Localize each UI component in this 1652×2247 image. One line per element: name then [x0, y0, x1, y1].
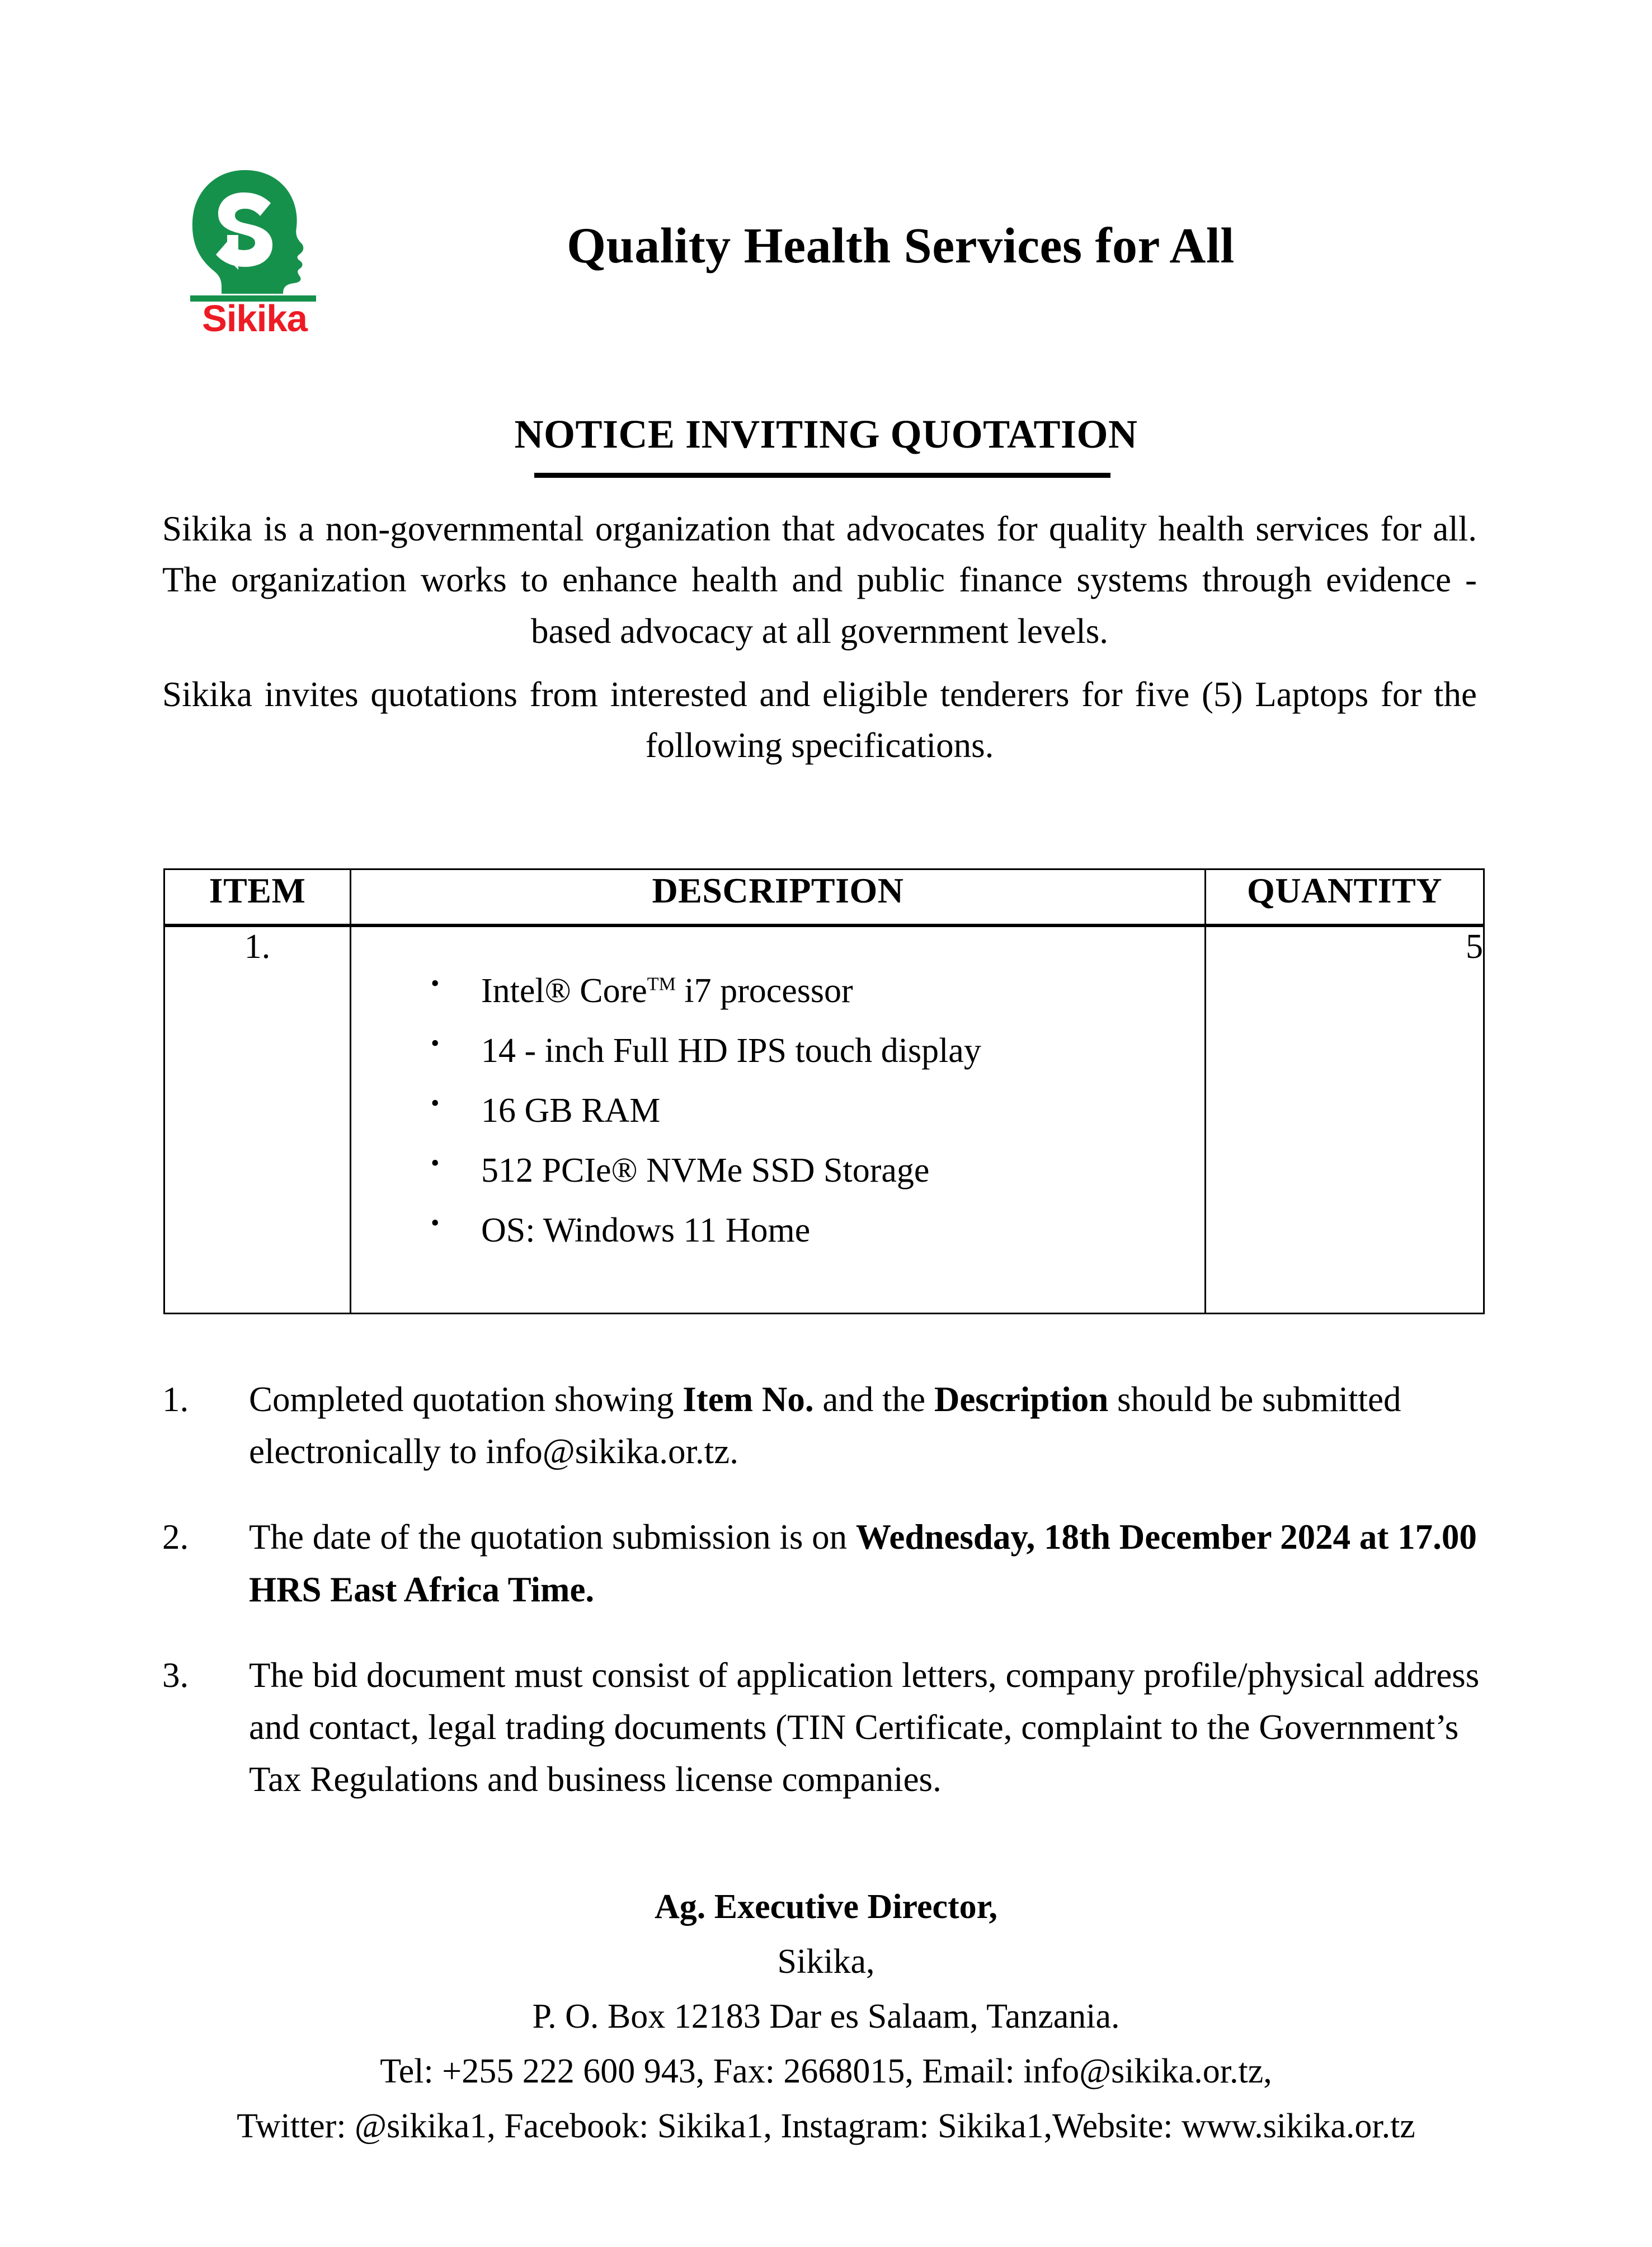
clause-number: 3.	[162, 1655, 189, 1695]
intro-section	[162, 504, 1477, 784]
spec-list-item: • 512 PCIe® NVMe SSD Storage	[351, 1145, 1204, 1197]
signature-line: Sikika,	[777, 1942, 875, 1981]
table-body	[164, 925, 1484, 1314]
clause-emphasis: Item No.	[683, 1380, 814, 1419]
signature-line: P. O. Box 12183 Dar es Salaam, Tanzania.	[532, 1997, 1120, 2036]
cell-quantity: 5	[1206, 925, 1484, 1314]
bullet-icon: •	[431, 970, 440, 997]
column-header-item: ITEM	[164, 869, 351, 926]
column-header-quantity: QUANTITY	[1206, 869, 1484, 926]
clause-emphasis: Wednesday, 18th December 2024 at 17.00 HRS East Africa Time.	[249, 1517, 1477, 1609]
spec-list-item: • OS: Windows 11 Home	[351, 1205, 1204, 1257]
bullet-icon: •	[431, 1149, 440, 1177]
signature-line: Twitter: @sikika1, Facebook: Sikika1, Instagram: Sikika1,Website: www.sikika.or.tz	[237, 2107, 1415, 2145]
cell-item-number: 1.	[164, 925, 351, 1314]
clause-list	[162, 1374, 1482, 1840]
logo-wordmark: Sikika	[202, 298, 307, 340]
trademark-superscript: TM	[647, 974, 676, 995]
clause-item	[162, 1511, 1482, 1615]
notice-heading: NOTICE INVITING QUOTATION	[514, 412, 1138, 457]
table-row	[164, 925, 1484, 1314]
spec-list-item: • Intel® Core™ i7 processor	[351, 965, 1204, 1017]
page-title: Quality Health Services for All	[567, 218, 1235, 274]
table-header-row	[164, 869, 1484, 926]
document-header	[0, 0, 1652, 369]
intro-paragraph-1: Sikika is a non-governmental organization that advocates for quality health services for all. The organization works to enhance health and public finance systems through evidence - based advocacy at all government levels.	[162, 509, 1477, 651]
column-header-description: DESCRIPTION	[351, 869, 1206, 926]
bullet-icon: •	[431, 1030, 440, 1057]
clause-text: Completed quotation showing	[249, 1380, 683, 1419]
bullet-icon: •	[431, 1089, 440, 1117]
cell-description	[351, 925, 1206, 1314]
signature-block	[0, 1880, 1652, 2154]
table-head	[164, 869, 1484, 926]
specification-table	[163, 868, 1485, 1314]
bullet-icon: •	[431, 1209, 440, 1237]
clause-text: and the	[813, 1380, 934, 1419]
signature-line: Tel: +255 222 600 943, Fax: 2668015, Email: info@sikika.or.tz,	[380, 2052, 1272, 2090]
spec-list-item: • 14 - inch Full HD IPS touch display	[351, 1025, 1204, 1077]
clause-item	[162, 1374, 1482, 1478]
spec-bullet-list	[351, 965, 1204, 1313]
clause-emphasis: Description	[934, 1380, 1109, 1419]
clause-number: 2.	[162, 1517, 189, 1557]
spec-list-item: • 16 GB RAM	[351, 1085, 1204, 1137]
clause-text: The bid document must consist of application letters, company profile/physical address and contact, legal trading documents (TIN Certificate, complaint to the Government’s Tax Regulations and business license companies.	[249, 1655, 1480, 1799]
clause-number: 1.	[162, 1380, 189, 1419]
clause-item	[162, 1649, 1482, 1806]
signature-line: Ag. Executive Director,	[655, 1888, 997, 1926]
clause-text: The date of the quotation submission is on	[249, 1517, 856, 1557]
clause-text: should be submitted electronically to info@sikika.or.tz.	[249, 1380, 1401, 1472]
notice-heading-underline	[534, 473, 1110, 478]
intro-paragraph-2: Sikika invites quotations from interested and eligible tenderers for five (5) Laptops for the following specifications.	[162, 675, 1477, 765]
